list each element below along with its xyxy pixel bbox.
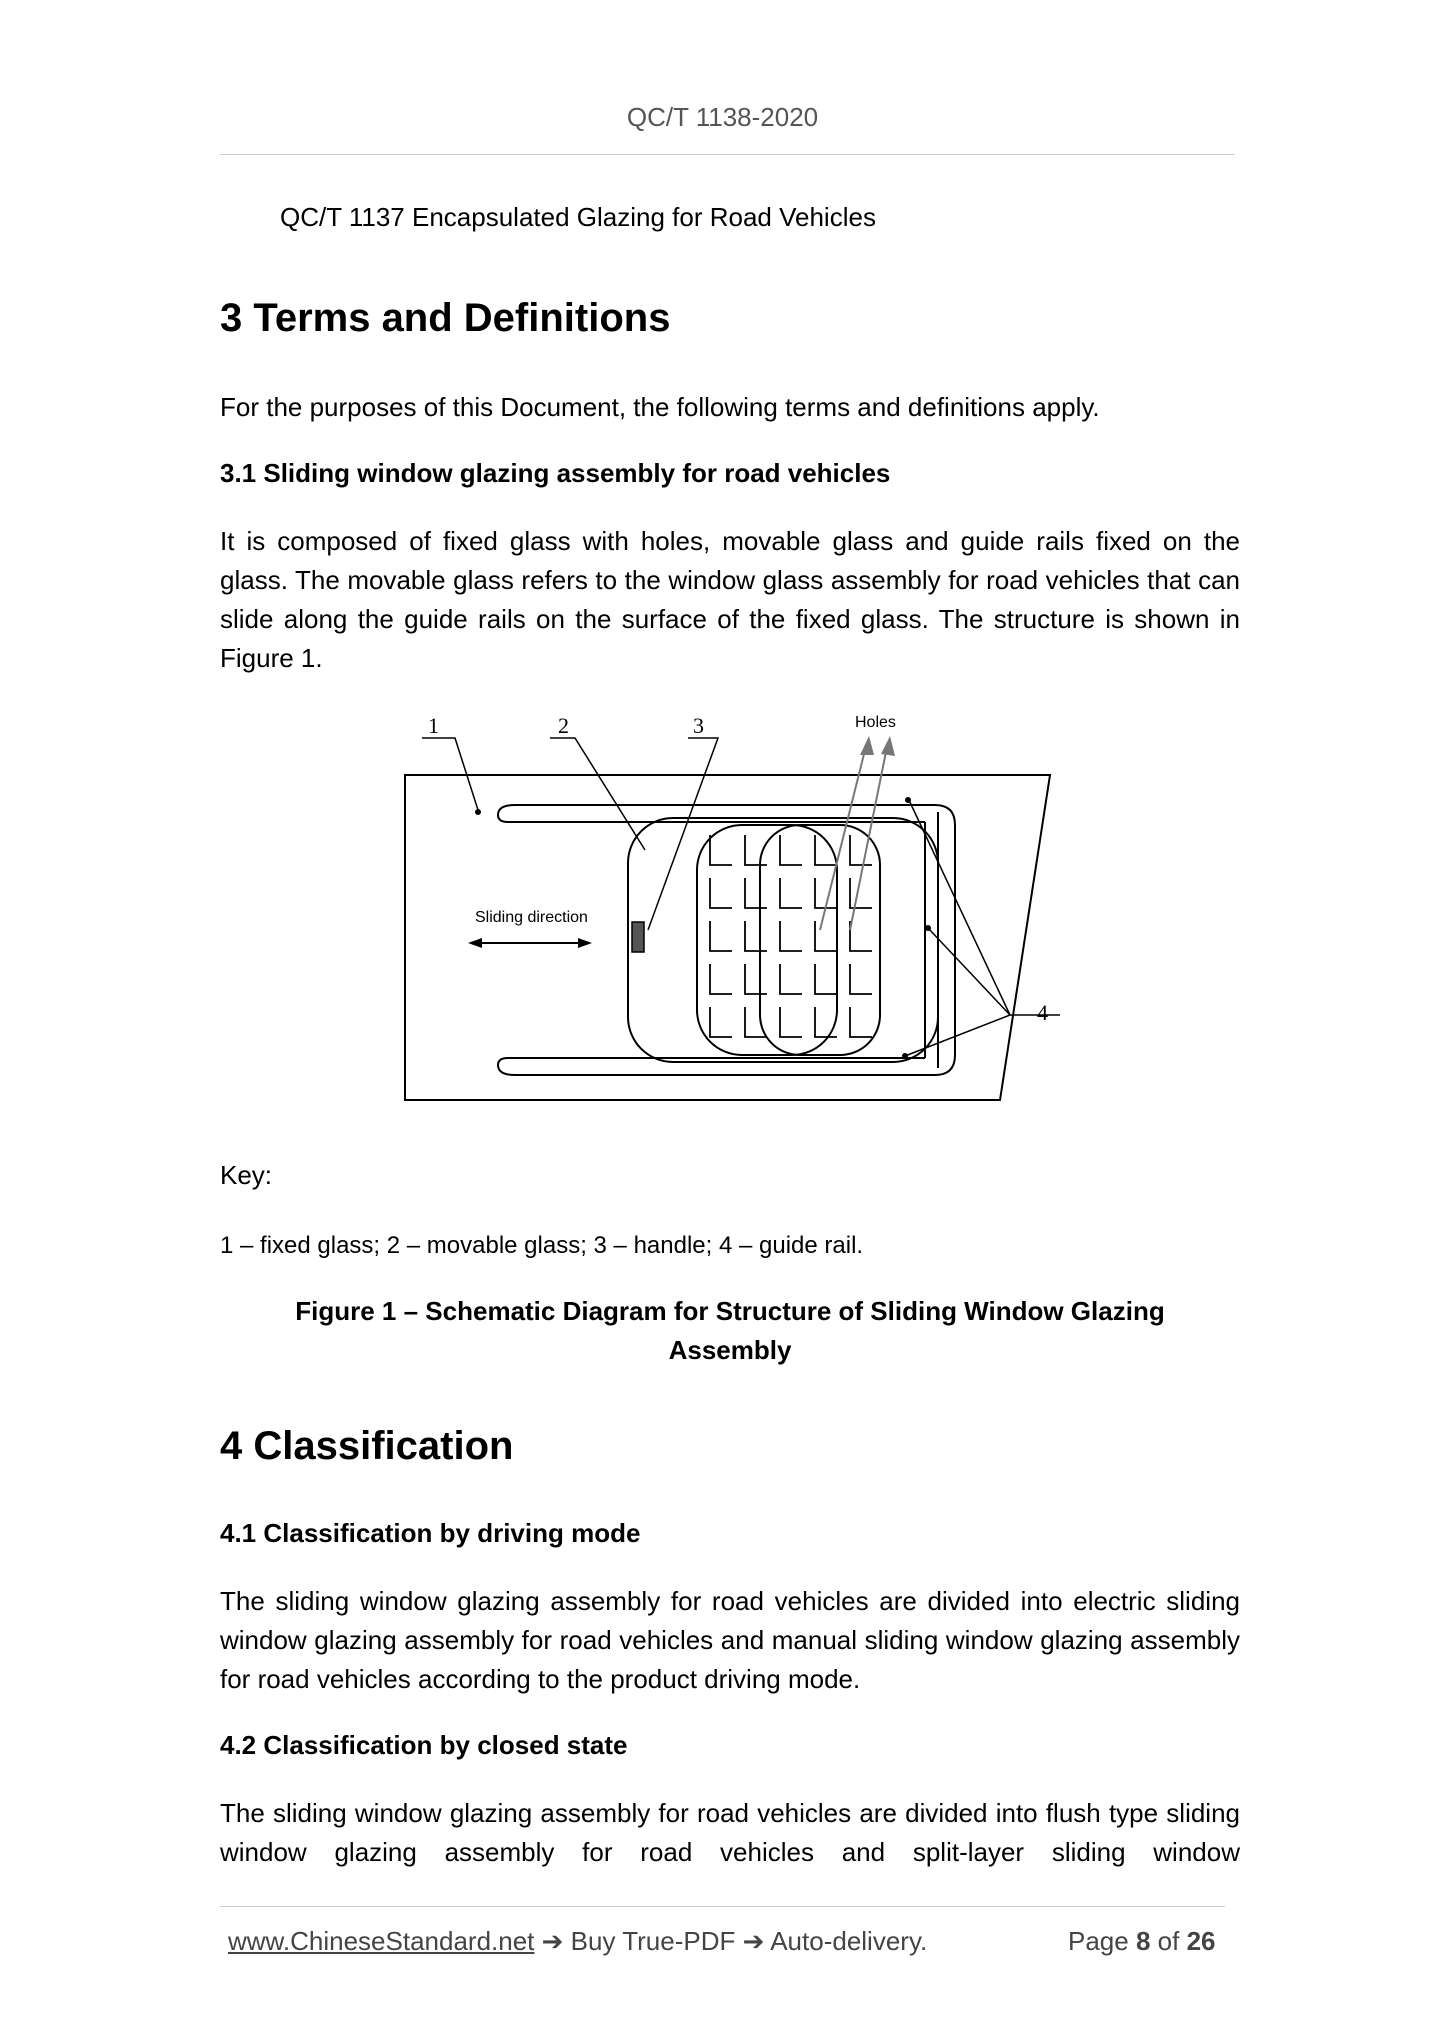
sliding-direction-label: Sliding direction (475, 909, 588, 926)
footer-divider (220, 1906, 1225, 1907)
label-2: 2 (558, 713, 569, 738)
page-current: 8 (1135, 1926, 1151, 1956)
footer-website-link[interactable]: www.ChineseStandard.net (228, 1926, 535, 1956)
top-guide-rail (498, 805, 925, 822)
page-number (1068, 1926, 1216, 1957)
footer-delivery-text: Auto-delivery. (770, 1926, 928, 1956)
inner-panel-left (697, 825, 837, 1055)
page-of: of (1157, 1926, 1180, 1956)
footer-promo (228, 1926, 927, 1957)
holes-label: Holes (855, 714, 896, 731)
figure-caption-line-1: Figure 1 – Schematic Diagram for Structure of Sliding Window Glazing (295, 1296, 1165, 1326)
normative-reference: QC/T 1137 Encapsulated Glazing for Road Vehicles (280, 202, 876, 232)
figure-caption-line-2: Assembly (668, 1335, 792, 1365)
footer-buy-text: Buy True-PDF (570, 1926, 736, 1956)
grid-pattern (710, 835, 872, 1037)
label-4: 4 (1037, 1000, 1048, 1025)
page-total: 26 (1186, 1926, 1216, 1956)
section-4-heading: 4 Classification (220, 1424, 514, 1468)
section-3-1-heading: 3.1 Sliding window glazing assembly for road vehicles (220, 458, 891, 488)
handle (632, 922, 644, 952)
section-3-heading: 3 Terms and Definitions (220, 296, 671, 340)
inner-panel-right (760, 825, 880, 1055)
header-divider (220, 154, 1235, 155)
page-header: QC/T 1138-2020 (626, 102, 819, 132)
section-4-1-text: The sliding window glazing assembly for road vehicles are divided into electric sliding window glazing assembly for road vehicles and manual sliding window glazing assembly for road vehicles according to the product driving mode. (220, 1586, 1240, 1694)
figure-key-label: Key: (220, 1160, 273, 1190)
figure-caption (220, 1292, 1240, 1370)
label-3: 3 (693, 713, 704, 738)
section-4-2-text: The sliding window glazing assembly for road vehicles are divided into flush type sliding window glazing assembly for road vehicles and split-layer sliding window (220, 1798, 1240, 1867)
section-3-1-text: It is composed of fixed glass with holes, movable glass and guide rails fixed on the glass. The movable glass refers to the window glass assembly for road vehicles that can slide along the guide rails on the surface of the fixed glass. The structure is shown in Figure 1. (220, 526, 1240, 673)
section-4-2-heading: 4.2 Classification by closed state (220, 1730, 628, 1760)
page-prefix: Page (1068, 1926, 1129, 1956)
figure-key-text: 1 – fixed glass; 2 – movable glass; 3 – handle; 4 – guide rail. (220, 1232, 864, 1259)
section-3-intro: For the purposes of this Document, the following terms and definitions apply. (220, 392, 1100, 422)
arrow-icon: ➔ (541, 1926, 564, 1956)
movable-glass (628, 818, 938, 1062)
label-1: 1 (428, 713, 439, 738)
arrow-icon: ➔ (742, 1926, 765, 1956)
figure-1-diagram (380, 700, 1080, 1110)
bottom-guide-rail (498, 1058, 925, 1075)
section-4-1-heading: 4.1 Classification by driving mode (220, 1518, 641, 1548)
fixed-glass-outline (405, 775, 1050, 1100)
